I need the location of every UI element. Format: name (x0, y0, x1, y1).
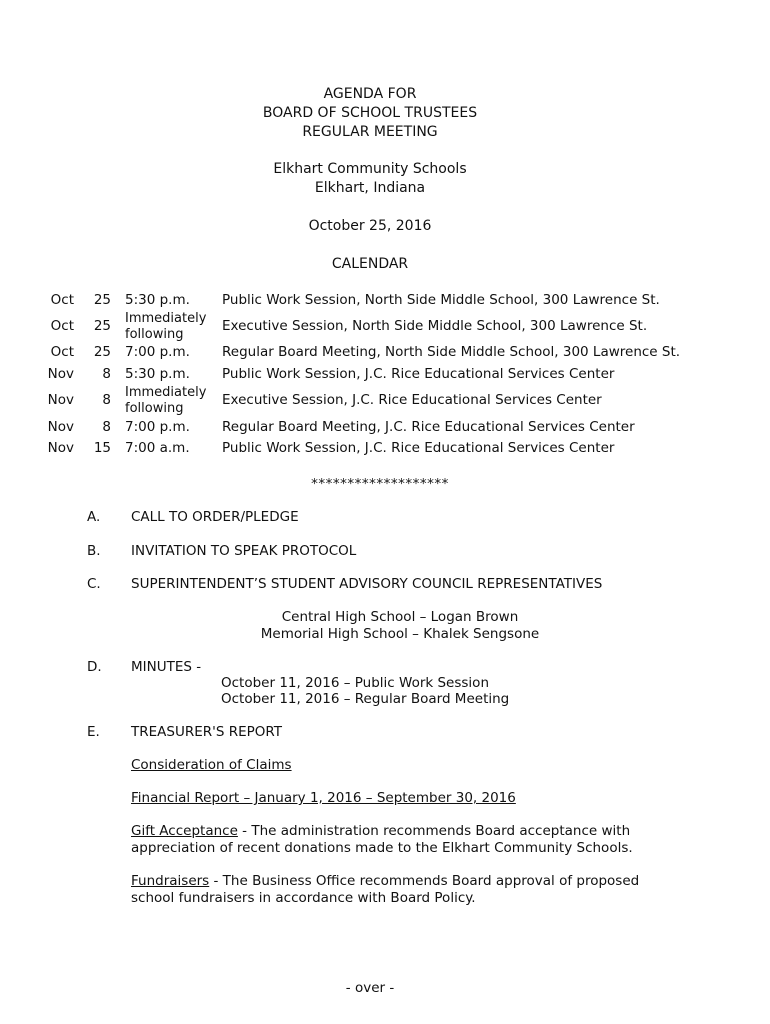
gift-acceptance-paragraph (131, 823, 651, 856)
organization-location: Elkhart, Indiana (314, 180, 426, 196)
calendar-day: 25 (93, 318, 111, 334)
item-minutes: MINUTES - (131, 659, 202, 675)
representative-central: Central High School – Logan Brown (281, 609, 519, 625)
organization-name: Elkhart Community Schools (273, 161, 467, 177)
calendar-row (0, 419, 770, 441)
fundraisers-title: Fundraisers (131, 873, 210, 889)
calendar-month: Nov (47, 440, 74, 456)
gift-acceptance-text: - The administration recommends Board acceptance with appreciation of recent donations made to the Elkhart Community Schools. (131, 823, 633, 856)
item-letter-b: B. (87, 543, 101, 559)
calendar-event: Public Work Session, J.C. Rice Educational Services Center (222, 366, 615, 382)
calendar-row (0, 385, 770, 416)
item-letter-c: C. (87, 576, 101, 592)
calendar-time: 7:00 a.m. (125, 440, 190, 456)
item-letter-e: E. (87, 724, 100, 740)
calendar-row (0, 440, 770, 462)
heading-board: BOARD OF SCHOOL TRUSTEES (262, 105, 478, 121)
calendar-event: Executive Session, J.C. Rice Educational Services Center (222, 392, 602, 408)
financial-report (131, 790, 516, 806)
calendar-day: 25 (93, 344, 111, 360)
calendar-title: CALENDAR (331, 256, 409, 272)
calendar-month: Nov (47, 392, 74, 408)
heading-agenda-for: AGENDA FOR (323, 86, 417, 102)
calendar-row (0, 292, 770, 314)
calendar-day: 8 (102, 366, 111, 382)
calendar-month: Nov (47, 366, 74, 382)
item-invitation-to-speak: INVITATION TO SPEAK PROTOCOL (131, 543, 357, 559)
meeting-date: October 25, 2016 (308, 218, 432, 234)
minutes-board-meeting: October 11, 2016 – Regular Board Meeting (221, 691, 510, 707)
item-treasurers-report: TREASURER'S REPORT (131, 724, 283, 740)
calendar-event: Regular Board Meeting, J.C. Rice Educational Services Center (222, 419, 635, 435)
calendar-event: Public Work Session, J.C. Rice Educational Services Center (222, 440, 615, 456)
calendar-time: 7:00 p.m. (125, 344, 190, 360)
calendar-time: 5:30 p.m. (125, 292, 190, 308)
minutes-work-session: October 11, 2016 – Public Work Session (221, 675, 489, 691)
calendar-row (0, 344, 770, 366)
calendar-month: Oct (50, 344, 74, 360)
item-letter-a: A. (87, 509, 101, 525)
calendar-time-continued: following (125, 327, 184, 342)
item-advisory-council: SUPERINTENDENT’S STUDENT ADVISORY COUNCIL REPRESENTATIVES (131, 576, 603, 592)
calendar-month: Nov (47, 419, 74, 435)
claims-link-text: Consideration of Claims (131, 757, 292, 773)
calendar-time: Immediately (125, 385, 207, 400)
calendar-time-continued: following (125, 401, 184, 416)
calendar-time: Immediately (125, 311, 207, 326)
calendar-day: 25 (93, 292, 111, 308)
calendar-row (0, 366, 770, 388)
calendar-month: Oct (50, 292, 74, 308)
fundraisers-text: - The Business Office recommends Board approval of proposed school fundraisers in accordance with Board Policy. (131, 873, 640, 906)
gift-acceptance-title: Gift Acceptance (131, 823, 238, 839)
representative-memorial: Memorial High School – Khalek Sengsone (260, 626, 540, 642)
separator: ******************* (311, 476, 449, 492)
calendar-day: 8 (102, 419, 111, 435)
calendar-row (0, 311, 770, 342)
item-letter-d: D. (87, 659, 102, 675)
heading-meeting-type: REGULAR MEETING (302, 124, 438, 140)
item-call-to-order: CALL TO ORDER/PLEDGE (131, 509, 299, 525)
calendar-day: 8 (102, 392, 111, 408)
calendar-event: Executive Session, North Side Middle School, 300 Lawrence St. (222, 318, 648, 334)
calendar-event: Public Work Session, North Side Middle School, 300 Lawrence St. (222, 292, 660, 308)
fundraisers-paragraph (131, 873, 651, 906)
calendar-time: 7:00 p.m. (125, 419, 190, 435)
calendar-time: 5:30 p.m. (125, 366, 190, 382)
calendar-day: 15 (93, 440, 111, 456)
consideration-of-claims (131, 757, 292, 773)
financial-report-text: Financial Report – January 1, 2016 – September 30, 2016 (131, 790, 516, 806)
calendar-event: Regular Board Meeting, North Side Middle School, 300 Lawrence St. (222, 344, 681, 360)
page-footer: - over - (345, 980, 395, 996)
calendar-month: Oct (50, 318, 74, 334)
